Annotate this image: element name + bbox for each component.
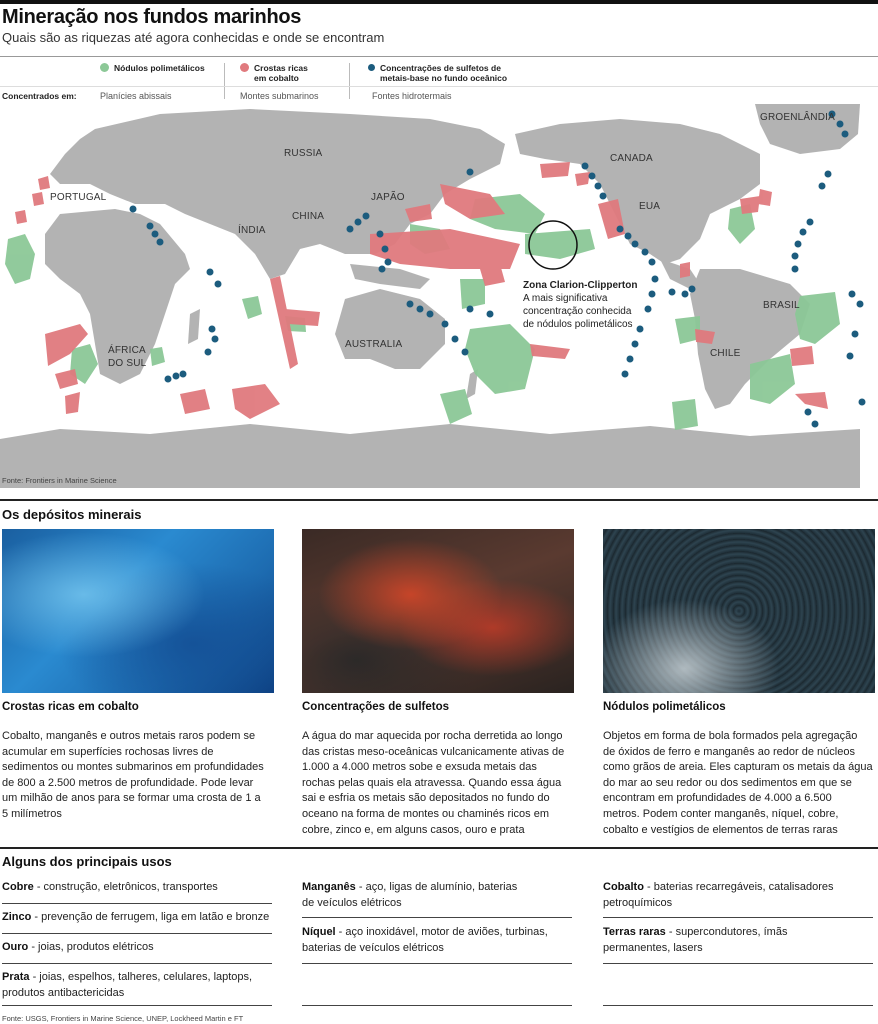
sulfide-text: A água do mar aquecida por rocha derretida ao longo das cristas meso-oceânicas vulcanicamente ativas de 1.000 a 4.000 metros sobe e exsuda metais das rochas pelas quais ela atravessa. Quando essa água sai e esfria os metais são depositados no fundo do oceano na forma de montes ou chaminés ricos em cobre, zinco e, em alguns casos, ouro e prata [302,730,565,836]
top-rule [0,0,878,4]
madagascar-shape [188,309,200,344]
label-africa-1: ÁFRICA [108,345,146,356]
nodules-title: Nódulos polimetálicos [603,701,726,713]
crust-zone [440,184,505,219]
crust-zone [795,392,828,409]
crust-zone [790,346,814,366]
vent-dot [417,306,424,313]
vent-dot [632,241,639,248]
map-svg [0,104,878,488]
vent-dot [825,171,832,178]
crust-zone [65,392,80,414]
vent-dot [152,231,159,238]
vent-dot [467,169,474,176]
crust-zone [38,176,50,190]
separator [603,917,873,918]
vent-dot [427,311,434,318]
vent-dot [642,249,649,256]
vent-dot [130,206,137,213]
vent-dot [849,291,856,298]
indonesia-shape [350,264,430,289]
nodule-zone [150,347,165,366]
crust-zone [530,344,570,359]
vent-dot [837,121,844,128]
use-zinc: Zinco - prevenção de ferrugem, liga em latão e bronze [2,911,270,923]
vent-dot [582,163,589,170]
vent-dot [205,349,212,356]
vent-dot [180,371,187,378]
vent-dot [637,326,644,333]
use-copper: Cobre - construção, eletrônicos, transportes [2,881,218,893]
sulfide-title: Concentrações de sulfetos [302,701,449,713]
crust-zone [740,196,760,214]
crust-zone [758,189,772,206]
vent-dot [382,246,389,253]
separator [302,1005,572,1006]
vent-dot [363,213,370,220]
crust-zone [180,389,210,414]
vent-dot [842,131,849,138]
crust-zone [15,210,27,224]
vent-dot [347,226,354,233]
vent-dot [625,233,632,240]
crust-zone [575,172,590,186]
label-africa-2: DO SUL [108,358,147,369]
vent-dot [847,353,854,360]
use-nickel: Níquel - aço inoxidável, motor de aviões, turbinas, baterias de veículos elétricos [302,926,548,954]
vent-dot [147,223,154,230]
nodule-zone [460,279,485,309]
label-russia: RUSSIA [284,148,323,159]
label-greenland: GROENLÂNDIA [760,112,835,123]
page-subtitle: Quais são as riquezas até agora conhecidas e onde se encontram [2,30,385,45]
legend-nodules: Nódulos polimetálicos [100,63,205,73]
separator [2,1005,272,1006]
vent-dot [467,306,474,313]
vent-dot [812,421,819,428]
green-dot-icon [100,63,109,72]
location-crusts: Montes submarinos [240,91,319,101]
nodules-text: Objetos em forma de bola formados pela agregação de óxidos de ferro e manganês ao redor de núcleos como grãos de areia. Eles capturam os metais da água do mar ao seu redor ou dos sedimentos em que se encontram em profundidades de 4.000 a 6.500 metros. Podem conter manganês, níquel, cobre, cobalto e vestígios de elementos de terras raras [603,730,873,836]
legend-divider [224,63,225,99]
deposits-title: Os depósitos minerais [2,507,142,522]
vent-dot [355,219,362,226]
page-title: Mineração nos fundos marinhos [2,6,302,28]
cobalt-crust-photo [2,529,274,693]
separator [2,903,272,904]
vent-dot [622,371,629,378]
vent-dot [649,259,656,266]
vent-dot [589,173,596,180]
label-japan: JAPÃO [371,192,405,203]
use-rare-earths: Terras raras - supercondutores, ímãs permanentes, lasers [603,926,788,954]
crust-zone [55,369,78,389]
divider [0,56,878,57]
vent-dot [617,226,624,233]
separator [302,917,572,918]
vent-dot [157,239,164,246]
vent-dot [795,241,802,248]
uses-source: Fonte: USGS, Frontiers in Marine Science, UNEP, Lockheed Martin e FT [2,1014,244,1023]
vent-dot [805,409,812,416]
concentrated-label: Concentrados em: [2,91,77,101]
vent-dot [649,291,656,298]
nodule-zone [672,399,698,430]
vent-dot [452,336,459,343]
vent-dot [595,183,602,190]
crust-zone [680,262,690,278]
vent-dot [669,289,676,296]
label-canada: CANADA [610,153,653,164]
crust-zone [32,192,44,206]
vent-dot [407,301,414,308]
divider [0,86,878,87]
vent-dot [165,376,172,383]
vent-dot [819,183,826,190]
vent-dot [792,266,799,273]
vent-dot [792,253,799,260]
crust-zone [285,309,320,326]
callout: Zona Clarion-Clipperton A mais significativa concentração conhecida de nódulos polimetálicos [523,280,638,330]
world-map [0,104,878,488]
label-portugal: PORTUGAL [50,192,107,203]
legend-sulfides: Concentrações de sulfetos de metais-base no fundo oceânico [368,63,507,83]
cobalt-crust-title: Crostas ricas em cobalto [2,701,139,713]
vent-dot [600,193,607,200]
nodule-zone [5,234,35,284]
label-china: CHINA [292,211,325,222]
vent-dot [215,281,222,288]
vent-dot [385,259,392,266]
vent-dot [859,399,866,406]
sulfide-photo [302,529,574,693]
use-manganese: Manganês - aço, ligas de alumínio, baterias de veículos elétricos [302,881,518,909]
antarctica-shape [0,424,860,488]
label-usa: EUA [639,201,661,212]
separator [603,963,873,964]
vent-dot [462,349,469,356]
label-australia: AUSTRALIA [345,339,403,350]
vent-dot [682,291,689,298]
crust-zone [370,229,520,269]
vent-dot [379,266,386,273]
uses-title: Alguns dos principais usos [2,854,172,869]
separator [2,933,272,934]
nodule-zone [795,292,840,344]
australia-shape [335,289,445,369]
vent-dot [852,331,859,338]
nodules-photo [603,529,875,693]
pink-dot-icon [240,63,249,72]
location-nodules: Planícies abissais [100,91,172,101]
legend-crusts: Crostas ricas em cobalto [240,63,308,83]
legend-divider [349,63,350,99]
label-brazil: BRASIL [763,300,800,311]
use-gold: Ouro - joias, produtos elétricos [2,941,154,953]
use-silver: Prata - joias, espelhos, talheres, celulares, laptops, produtos antibactericidas [2,971,253,999]
vent-dot [442,321,449,328]
label-chile: CHILE [710,348,741,359]
landmasses [0,104,860,488]
vent-dot [173,373,180,380]
cobalt-crust-text: Cobalto, manganês e outros metais raros podem se acumular em superfícies rochosas livres de sedimentos ou montes submarinos em profundidades de 800 a 2.500 metros de profundidade. Pode levar um milhão de anos para se formar uma crosta de 1 a 5 milímetros [2,730,264,820]
use-cobalt: Cobalto - baterias recarregáveis, catalisadores petroquímicos [603,881,834,909]
vent-dot [212,336,219,343]
label-india: ÍNDIA [238,225,266,236]
crust-zone [540,162,570,178]
vent-dot [652,276,659,283]
map-source: Fonte: Frontiers in Marine Science [2,476,117,485]
section-rule [0,847,878,849]
location-vents: Fontes hidrotermais [372,91,452,101]
vent-dot [857,301,864,308]
vent-dot [627,356,634,363]
vent-dot [487,311,494,318]
vent-dot [632,341,639,348]
vent-dot [800,229,807,236]
separator [603,1005,873,1006]
separator [2,963,272,964]
blue-dot-icon [368,64,375,71]
separator [302,963,572,964]
crust-zone [232,384,280,419]
vent-dot [377,231,384,238]
nodule-zone [242,296,262,319]
vent-dot [807,219,814,226]
clarion-clipperton-zone [525,229,595,259]
vent-dot [689,286,696,293]
vent-dot [209,326,216,333]
section-rule [0,499,878,501]
vent-dot [645,306,652,313]
vent-dot [207,269,214,276]
